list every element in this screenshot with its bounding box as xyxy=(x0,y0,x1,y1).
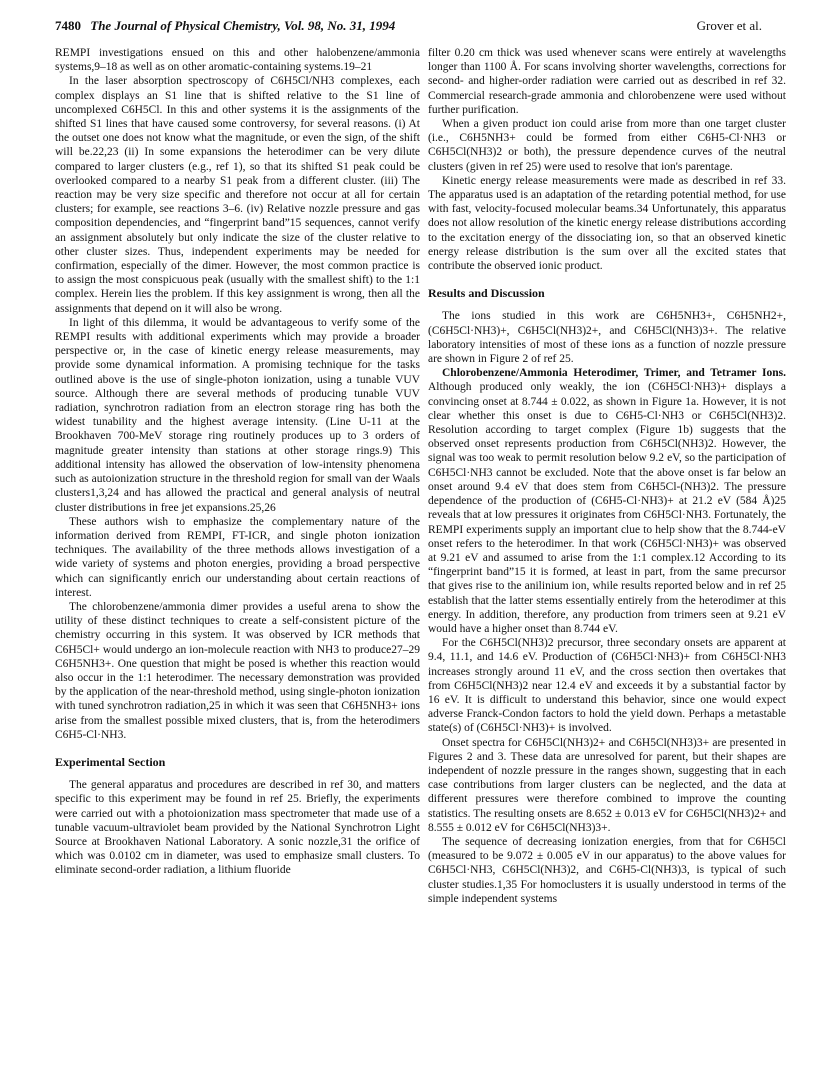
paragraph: Kinetic energy release measurements were made as described in ref 33. The apparatus used is an adaptation of the retarding potential method, for use with fast, velocity-focused molecular beams.34 Unfortunately, this apparatus does not allow resolution of the kinetic energy release distributions according to the excitation energy of the dissociating ion, so that an observed kinetic energy release distribution is the sum over all the excited states that contribute the observed ionic product. xyxy=(428,174,786,273)
paragraph: filter 0.20 cm thick was used whenever scans were entirely at wavelengths longer than 1100 Å. For scans involving shorter wavelengths, corrections for second- and higher-order radiation were carried out as described in ref 32. Commercial research-grade ammonia and chlorobenzene were used without further purification. xyxy=(428,47,786,116)
journal-citation: The Journal of Physical Chemistry, Vol. 98, No. 31, 1994 xyxy=(90,18,396,33)
paragraph xyxy=(428,366,786,636)
paragraph: In the laser absorption spectroscopy of C6H5Cl/NH3 complexes, each complex displays an S1 line that is shifted relative to the S1 line of uncomplexed C6H5Cl. In this and other systems it is the assignments of the shifted S1 lines that have caused some controversy, for several reasons. (i) At the outset one does not know what the magnitude, or even the sign, of the shift will be.22,23 (ii) In some expansions the heterodimer can be very dilute compared to larger clusters (e.g., ref 1), so that its shifted S1 peak could be overlooked compared to a nearby S1 peak from a different cluster. (iii) The reaction may be very size specific and therefore not occur at all for certain clusters; for example, see reactions 3–6. (iv) Relative nozzle pressure and gas composition dependencies, and “fingerprint band”15 sequences, cannot verify an assignment absolutely but only indicate the size of the cluster relative to other cluster sizes. Thus, independent experiments may be needed for confirmation, especially of the dimer. However, the most common practice is to assign the most conspicuous peak (usually with the smallest shift) to the 1:1 complex. Herein lies the problem. If this key assignment is wrong, then all the assignments that depend on it will also be wrong. xyxy=(55,75,420,315)
paragraph: The general apparatus and procedures are described in ref 30, and matters specific to this experiment may be found in ref 25. Briefly, the experiments were carried out with a photoionization mass spectrometer that made use of a tunable vacuum-ultraviolet beam provided by the National Synchrotron Light Source at Brookhaven National Laboratory. A sonic nozzle,31 the orifice of which was 0.0102 cm in diameter, was used to emphasize small clusters. To eliminate second-order radiation, a lithium fluoride xyxy=(55,779,420,877)
run-in-heading: Chlorobenzene/Ammonia Heterodimer, Trimer, and Tetramer Ions. xyxy=(442,367,786,380)
section-heading-results: Results and Discussion xyxy=(428,286,545,301)
paragraph: The chlorobenzene/ammonia dimer provides a useful arena to show the utility of these distinct techniques to create a self-consistent picture of the chemistry occurring in this system. It was observed by ICR methods that C6H5Cl+ would undergo an ion-molecule reaction with NH3 to produce27–29 C6H5NH3+. One question that might be posed is whether this reaction would also occur in the 1:1 heterodimer. The necessary demonstration was provided by the application of the near-threshold method, using single-photon ionization with tuned synchrotron radiation,25 in which it was seen that C6H5NH3+ ions arise from the smallest possible mixed clusters, that is, from the heterodimers C6H5-Cl·NH3. xyxy=(55,600,420,741)
paragraph: The ions studied in this work are C6H5NH3+, C6H5NH2+, (C6H5Cl·NH3)+, C6H5Cl(NH3)2+, and C6H5Cl(NH3)3+. The relative laboratory intensities of most of these ions as a function of nozzle pressure are shown in Figure 2 of ref 25. xyxy=(428,310,786,366)
running-head xyxy=(55,18,395,34)
left-column xyxy=(55,46,420,878)
paragraph: For the C6H5Cl(NH3)2 precursor, three secondary onsets are apparent at 9.4, 11.1, and 14.6 eV. Production of (C6H5Cl·NH3)+ from C6H5Cl·NH3 increases strongly around 11 eV, and the cross section then overtakes that from C6H5Cl(NH3)2 near 12.4 eV and exceeds it by a substantial factor by 16 eV. It is difficult to understand this behavior, since one would expect adverse Franck-Condon factors to hold the yield down. Perhaps a metastable state(s) of (C6H5Cl·NH3)+ is involved. xyxy=(428,637,786,735)
paragraph: In light of this dilemma, it would be advantageous to verify some of the REMPI results with additional experiments which may provide a broader perspective or, in the case of kinetic energy release measurements, may provide some dynamical information. A promising technique for the tasks outlined above is the use of single-photon ionization, using a tunable VUV source. Although there are several methods of producing tunable VUV radiation, synchrotron radiation from an electron storage ring has both the widest tunability and the highest average intensity. (Line U-11 at the Brookhaven 700-MeV storage ring routinely produces up to 3 orders of magnitude greater intensity than stations at other storage rings.9) This additional intensity has allowed the observation of low-intensity phenomena such as autoionization structure in the threshold region for small van der Waals clusters1,3,24 and has allowed the practical and general analysis of neutral cluster distributions in free jet expansions.25,26 xyxy=(55,316,420,514)
paragraph: When a given product ion could arise from more than one target cluster (i.e., C6H5NH3+ could be formed from either C6H5-Cl·NH3 or C6H5Cl(NH3)2 or both), the pressure dependence curves of the neutral clusters (given in ref 25) were used to resolve that ion's parentage. xyxy=(428,118,786,173)
page-header xyxy=(55,18,762,38)
paragraph-text: Although produced only weakly, the ion (C6H5Cl·NH3)+ displays a convincing onset at 8.744 ± 0.022, as shown in Figure 1a. However, it is not clear whether this onset is due to C6H5-Cl·NH3 or C6H5Cl(NH3)2. Resolution according to target complex (Figure 1b) suggests that the observed onset represents production from C6H5Cl(NH3)2. However, the signal was too weak to permit resolution below 9.2 eV, so the participation of C6H5Cl·NH3 cannot be excluded. Note that the above onset is far below an onset around 9.4 eV that does stem from C6H5Cl-(NH3)2. The pressure dependence of the production of (C6H5-Cl·NH3)+ at 21.2 eV (584 Å)25 reveals that at low pressures it originates from C6H5Cl·NH3. Fortunately, the REMPI experiments supply an important clue to help show that the 8.744-eV onset refers to the heterodimer. In that work (C6H5Cl·NH3)+ was observed at 9.21 eV and assumed to arise from the 1:1 complex.12 According to its “fingerprint band”15 it is formed, at least in part, from the same precursor that gives rise to the anilinium ion, while results reported below and in ref 25 establish that the latter stems essentially entirely from the heterodimer at this energy. In addition, therefore, any production from trimers seen at 9.21 eV would have a higher onset than 8.744 eV. xyxy=(428,381,786,635)
paragraph: REMPI investigations ensued on this and other halobenzene/ammonia systems,9–18 as well as on other aromatic-containing systems.19–21 xyxy=(55,47,420,74)
running-authors: Grover et al. xyxy=(696,18,762,33)
paragraph: The sequence of decreasing ionization energies, from that for C6H5Cl (measured to be 9.072 ± 0.005 eV in our apparatus) to the above values for C6H5Cl·NH3, C6H5Cl(NH3)2, and C6H5-Cl(NH3)3, is typical of such cluster studies.1,35 For homoclusters it is usually understood in terms of the simple independent systems xyxy=(428,835,786,905)
paragraph: These authors wish to emphasize the complementary nature of the information derived from REMPI, FT-ICR, and single photon ionization techniques. The availability of the three methods allows investigation of a wide variety of systems and photon energies, providing a broad perspective which can significantly enrich our understanding about certain reactions of interest. xyxy=(55,515,420,599)
page-number: 7480 xyxy=(55,18,81,33)
section-heading-experimental: Experimental Section xyxy=(55,754,166,769)
right-column xyxy=(428,46,786,906)
paragraph: Onset spectra for C6H5Cl(NH3)2+ and C6H5Cl(NH3)3+ are presented in Figures 2 and 3. These data are unresolved for parent, but their shapes are independent of nozzle pressure in the ranges shown, suggesting that in each case contributions from larger clusters can be neglected, and the data at different pressures were therefore combined to improve the counting statistics. The resulting onsets are 8.652 ± 0.013 eV for C6H5Cl(NH3)2+ and 8.555 ± 0.012 eV for C6H5Cl(NH3)3+. xyxy=(428,736,786,834)
